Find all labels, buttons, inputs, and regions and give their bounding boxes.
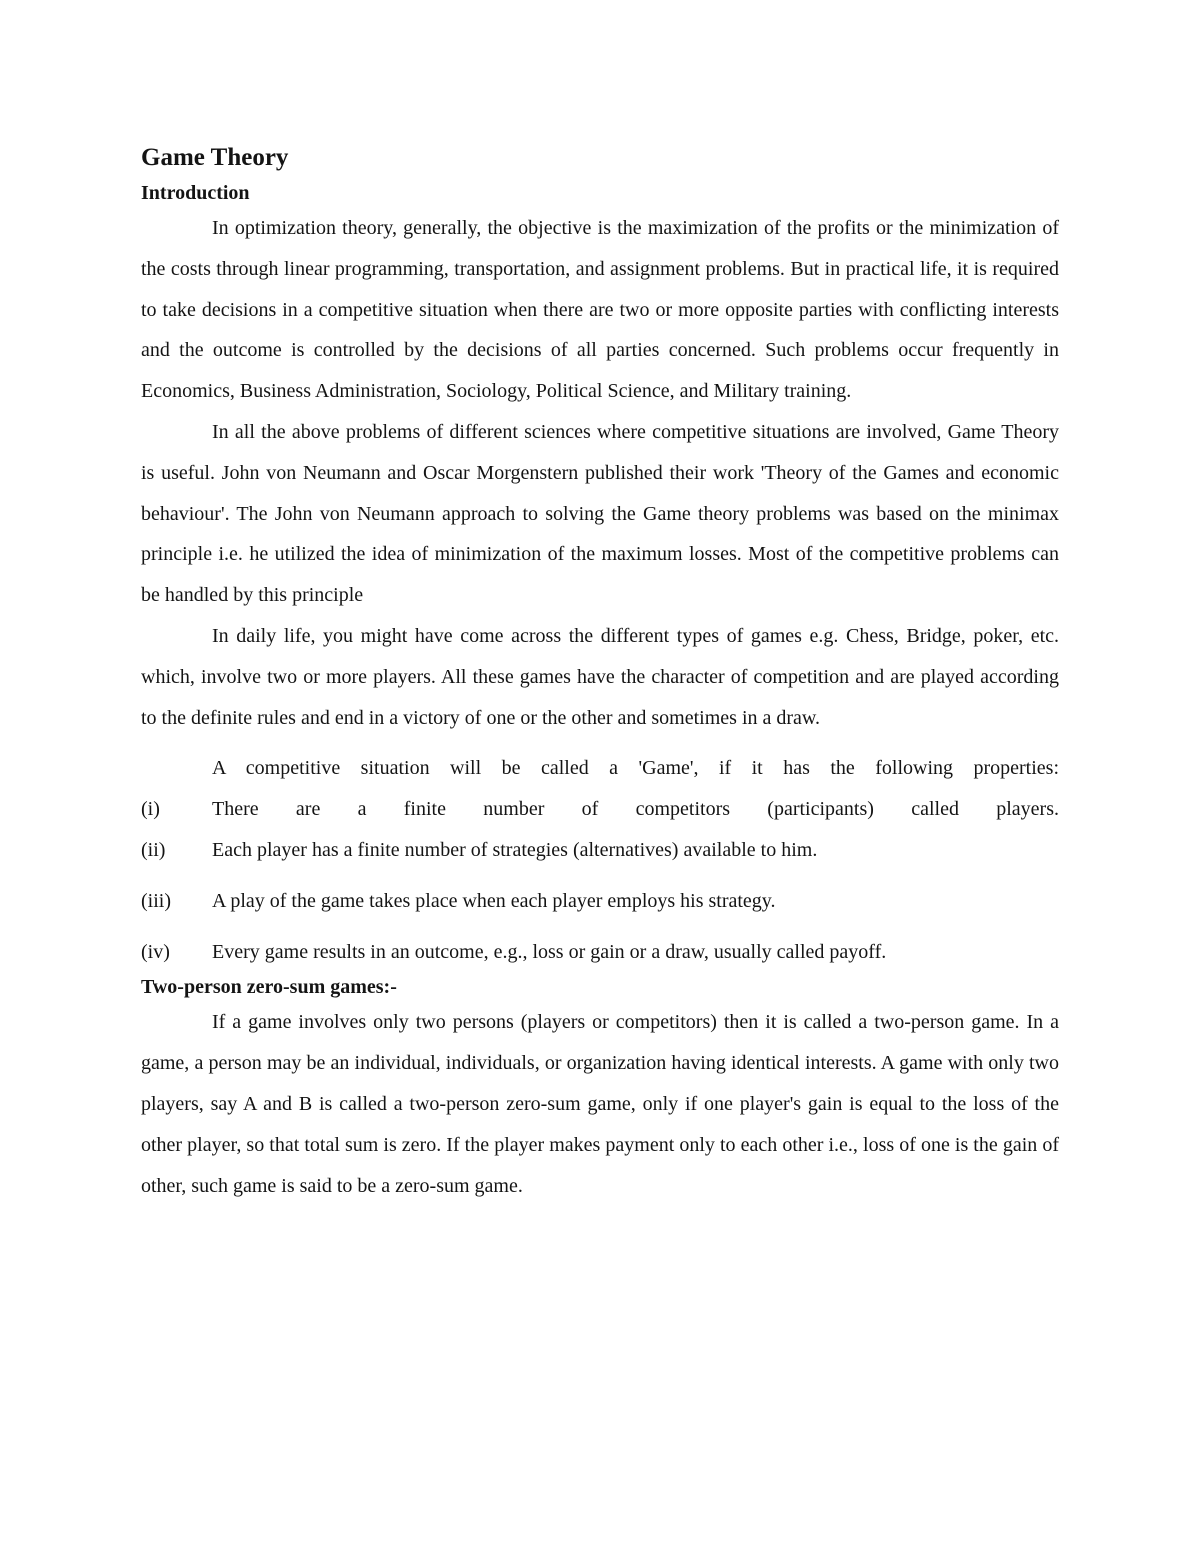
list-item-text: A play of the game takes place when each player employs his strategy. [212,889,776,912]
page-title: Game Theory [141,144,289,171]
intro-paragraph-3: In daily life, you might have come across the different types of games e.g. Chess, Bridge, poker, etc. which, involve two or more players. All these games have the character of competition and are played according to the definite rules and end in a victory of one or the other and sometimes in a draw. [141,624,1059,729]
list-item-label: (ii) [141,838,166,861]
list-item [141,789,1059,830]
list-item-label: (i) [141,798,160,821]
properties-intro: A competitive situation will be called a 'Game', if it has the following properties: [212,757,1059,780]
list-item-text: Every game results in an outcome, e.g., loss or gain or a draw, usually called payoff. [212,940,887,963]
zero-sum-paragraph: If a game involves only two persons (players or competitors) then it is called a two-person game. In a game, a person may be an individual, individuals, or organization having identical interests. A game with only two players, say A and B is called a two-person zero-sum game, only if one player's gain is equal to the loss of the other player, so that total sum is zero. If the player makes payment only to each other i.e., loss of one is the gain of other, such game is said to be a zero-sum game. [141,1011,1059,1197]
list-item-text: Each player has a finite number of strategies (alternatives) available to him. [212,838,818,861]
list-item [141,830,1059,871]
section-heading-two-person-zero-sum: Two-person zero-sum games:- [141,976,397,999]
list-item [141,881,1059,922]
list-item-label: (iv) [141,940,170,963]
intro-paragraph-1: In optimization theory, generally, the objective is the maximization of the profits or the minimization of the costs through linear programming, transportation, and assignment problems. But in practical life, it is required to take decisions in a competitive situation when there are two or more opposite parties with conflicting interests and the outcome is controlled by the decisions of all parties concerned. Such problems occur frequently in Economics, Business Administration, Sociology, Political Science, and Military training. [141,217,1059,403]
section-heading-introduction: Introduction [141,182,250,204]
intro-paragraph-2: In all the above problems of different sciences where competitive situations are involved, Game Theory is useful. John von Neumann and Oscar Morgenstern published their work 'Theory of the Games and economic behaviour'. The John von Neumann approach to solving the Game theory problems was based on the minimax principle i.e. he utilized the idea of minimization of the maximum losses. Most of the competitive problems can be handled by this principle [141,420,1059,607]
document-body [141,138,1059,1206]
list-item [141,932,1059,973]
properties-list [141,789,1059,972]
list-item-text: There are a finite number of competitors (participants) called players. [212,798,1059,821]
list-item-label: (iii) [141,889,171,912]
